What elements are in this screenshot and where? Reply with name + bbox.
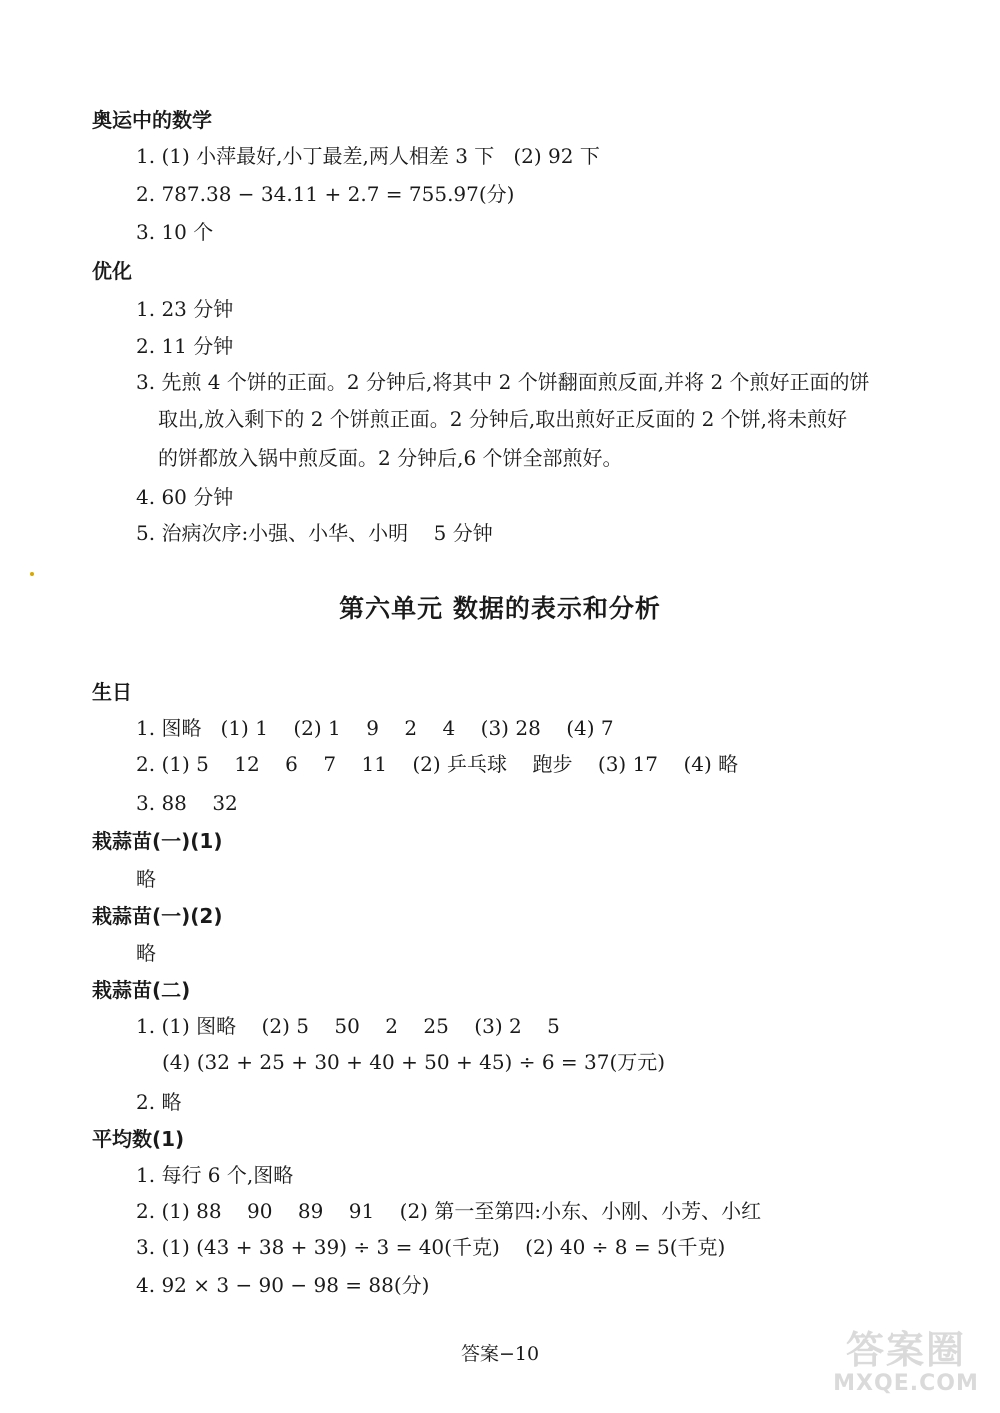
answer-line-continued: 的饼都放入锅中煎反面。2 分钟后,6 个饼全部煎好。 xyxy=(158,446,623,470)
answer-line: 2. (1) 5 12 6 7 11 (2) 乒乓球 跑步 (3) 17 (4) 略 xyxy=(136,752,739,776)
section-title-average: 平均数(1) xyxy=(92,1127,185,1151)
page-number: 答案−10 xyxy=(460,1343,540,1365)
section-title-birthday: 生日 xyxy=(92,680,132,704)
answer-line: 2. 787.38 − 34.11 + 2.7 = 755.97(分) xyxy=(136,182,515,206)
answer-line: 2. 11 分钟 xyxy=(136,334,234,358)
watermark-brand: 答案圈 xyxy=(845,1328,966,1372)
answer-line: 1. 图略 (1) 1 (2) 1 9 2 4 (3) 28 (4) 7 xyxy=(136,716,614,740)
answer-line: 3. 先煎 4 个饼的正面。2 分钟后,将其中 2 个饼翻面煎反面,并将 2 个煎好正面的饼 xyxy=(136,370,870,394)
answer-line: 1. 每行 6 个,图略 xyxy=(136,1163,294,1187)
section-title-garlic-1-2: 栽蒜苗(一)(2) xyxy=(92,904,223,928)
scan-speck xyxy=(30,572,34,576)
answer-line: 3. (1) (43 + 38 + 39) ÷ 3 = 40(千克) (2) 40 ÷ 8 = 5(千克) xyxy=(136,1235,726,1259)
answer-line: 1. (1) 图略 (2) 5 50 2 25 (3) 2 5 xyxy=(136,1014,560,1038)
answer-line: 1. 23 分钟 xyxy=(136,297,234,321)
answer-line-continued: (4) (32 + 25 + 30 + 40 + 50 + 45) ÷ 6 = 37(万元) xyxy=(162,1050,666,1074)
answer-line: 略 xyxy=(136,941,156,965)
answer-line: 3. 10 个 xyxy=(136,220,214,244)
watermark-logo xyxy=(826,1319,986,1403)
answer-line-continued: 取出,放入剩下的 2 个饼煎正面。2 分钟后,取出煎好正反面的 2 个饼,将未煎好 xyxy=(158,407,848,431)
answer-line: 2. (1) 88 90 89 91 (2) 第一至第四:小东、小刚、小芳、小红 xyxy=(136,1199,762,1223)
answer-line: 2. 略 xyxy=(136,1090,182,1114)
answer-line: 4. 92 × 3 − 90 − 98 = 88(分) xyxy=(136,1273,430,1297)
answer-line: 略 xyxy=(136,867,156,891)
section-title-optimize: 优化 xyxy=(92,259,132,283)
section-title-garlic-1-1: 栽蒜苗(一)(1) xyxy=(92,829,223,853)
section-title-olympic: 奥运中的数学 xyxy=(92,108,212,132)
answer-line: 5. 治病次序:小强、小华、小明 5 分钟 xyxy=(136,521,493,545)
watermark-domain: MXQE.COM xyxy=(833,1371,979,1396)
answer-line: 4. 60 分钟 xyxy=(136,485,234,509)
answer-line: 1. (1) 小萍最好,小丁最差,两人相差 3 下 (2) 92 下 xyxy=(136,144,600,168)
chapter-title: 第六单元 数据的表示和分析 xyxy=(339,594,661,623)
answer-line: 3. 88 32 xyxy=(136,791,238,815)
section-title-garlic-2: 栽蒜苗(二) xyxy=(92,978,191,1002)
